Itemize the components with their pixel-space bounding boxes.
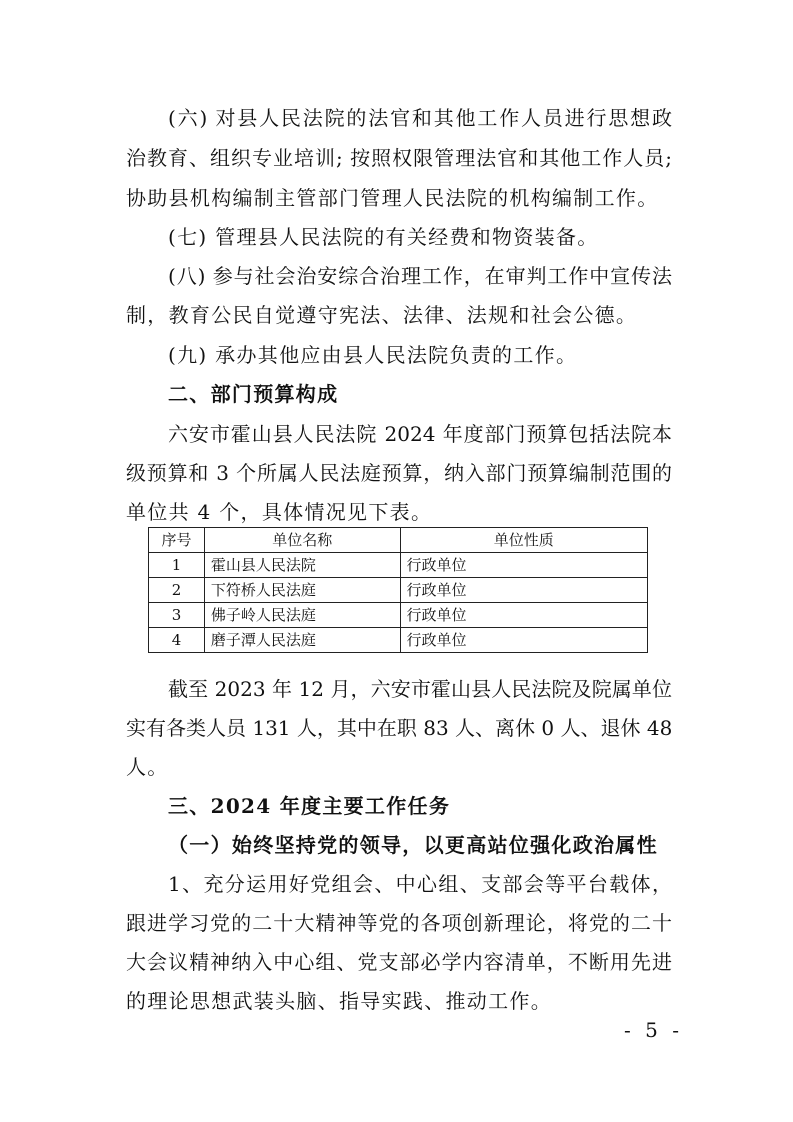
units-table <box>148 527 648 653</box>
table-row <box>149 628 648 653</box>
task1-paragraph-line3: 大会议精神纳入中心组、党支部必学内容清单，不断用先进 <box>126 950 672 974</box>
table-cell-name: 磨子潭人民法庭 <box>204 628 400 653</box>
table-cell-type: 行政单位 <box>400 628 647 653</box>
subsection-heading-1: （一）始终坚持党的领导，以更高站位强化政治属性 <box>168 833 658 857</box>
paragraph-item-6-line2: 治教育、组织专业培训; 按照权限管理法官和其他工作人员; <box>126 146 672 170</box>
table-cell-no: 3 <box>149 603 205 628</box>
staff-paragraph-line1: 截至 2023 年 12 月，六安市霍山县人民法院及院属单位 <box>168 677 672 701</box>
page-number: - 5 - <box>624 1018 683 1042</box>
table-header-no: 序号 <box>149 528 205 553</box>
task1-paragraph-line4: 的理论思想武装头脑、指导实践、推动工作。 <box>126 989 552 1013</box>
paragraph-item-6-line1: (六) 对县人民法院的法官和其他工作人员进行思想政 <box>168 106 672 130</box>
table-cell-name: 霍山县人民法院 <box>204 553 400 578</box>
budget-paragraph-line2: 级预算和 3 个所属人民法庭预算，纳入部门预算编制范围的 <box>126 461 672 485</box>
table-cell-no: 2 <box>149 578 205 603</box>
staff-paragraph-line3: 人。 <box>126 755 169 779</box>
table-cell-no: 1 <box>149 553 205 578</box>
task1-paragraph-line2: 跟进学习党的二十大精神等党的各项创新理论，将党的二十 <box>126 911 672 935</box>
table-cell-no: 4 <box>149 628 205 653</box>
task1-paragraph-line1: 1、充分运用好党组会、中心组、支部会等平台载体， <box>168 872 672 896</box>
paragraph-item-8-line1: (八) 参与社会治安综合治理工作，在审判工作中宣传法 <box>168 264 672 288</box>
paragraph-item-8-line2: 制，教育公民自觉遵守宪法、法律、法规和社会公德。 <box>126 303 638 327</box>
table-row <box>149 603 648 628</box>
budget-paragraph-line1: 六安市霍山县人民法院 2024 年度部门预算包括法院本 <box>168 422 672 446</box>
budget-paragraph-line3: 单位共 4 个，具体情况见下表。 <box>126 500 433 524</box>
table-header-type: 单位性质 <box>400 528 647 553</box>
table-row <box>149 553 648 578</box>
table-cell-type: 行政单位 <box>400 578 647 603</box>
paragraph-item-6-line3: 协助县机构编制主管部门管理人民法院的机构编制工作。 <box>126 186 659 210</box>
staff-paragraph-line2: 实有各类人员 131 人，其中在职 83 人、离休 0 人、退休 48 <box>126 716 673 740</box>
paragraph-item-7: (七) 管理县人民法院的有关经费和物资装备。 <box>168 225 599 249</box>
table-row <box>149 578 648 603</box>
table-header-name: 单位名称 <box>204 528 400 553</box>
section-heading-3: 三、2024 年度主要工作任务 <box>168 794 451 818</box>
table-cell-type: 行政单位 <box>400 603 647 628</box>
table-cell-type: 行政单位 <box>400 553 647 578</box>
paragraph-item-9: (九) 承办其他应由县人民法院负责的工作。 <box>168 343 578 367</box>
table-cell-name: 下符桥人民法庭 <box>204 578 400 603</box>
section-heading-2: 二、部门预算构成 <box>168 382 339 406</box>
table-cell-name: 佛子岭人民法庭 <box>204 603 400 628</box>
table-header-row <box>149 528 648 553</box>
